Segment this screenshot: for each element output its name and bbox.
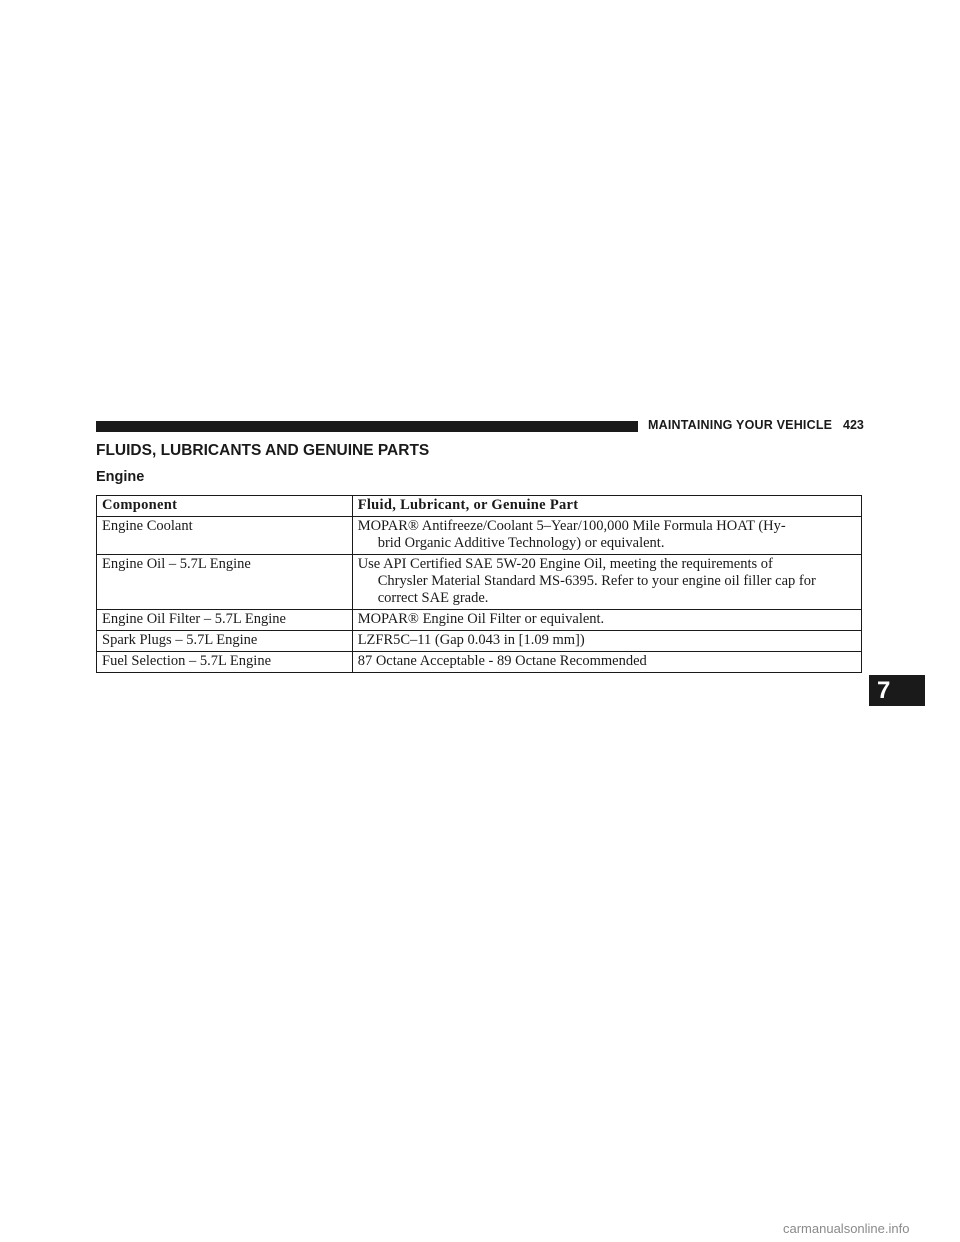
fluid-cell — [352, 652, 861, 673]
column-header-component: Component — [97, 496, 353, 517]
table-header-row — [97, 496, 862, 517]
fluid-line: brid Organic Additive Technology) or equivalent. — [377, 535, 665, 551]
table-row — [97, 631, 862, 652]
component-cell: Spark Plugs – 5.7L Engine — [97, 631, 353, 652]
component-cell: Engine Oil – 5.7L Engine — [97, 555, 353, 610]
component-cell: Fuel Selection – 5.7L Engine — [97, 652, 353, 673]
fluid-line: MOPAR® Engine Oil Filter or equivalent. — [357, 611, 605, 627]
chapter-tab: 7 — [869, 675, 925, 706]
table-row — [97, 555, 862, 610]
section-label: MAINTAINING YOUR VEHICLE — [648, 418, 833, 432]
fluid-cell — [352, 555, 861, 610]
page-title: FLUIDS, LUBRICANTS AND GENUINE PARTS — [96, 442, 430, 459]
fluid-line: Chrysler Material Standard MS-6395. Refer to your engine oil filler cap for — [377, 573, 816, 589]
fluids-table — [96, 495, 862, 673]
column-header-fluid: Fluid, Lubricant, or Genuine Part — [352, 496, 861, 517]
table-row — [97, 652, 862, 673]
fluid-line: 87 Octane Acceptable - 89 Octane Recommended — [357, 653, 647, 669]
fluid-line: LZFR5C–11 (Gap 0.043 in [1.09 mm]) — [357, 632, 585, 648]
subsection-title: Engine — [96, 469, 145, 485]
table-row — [97, 517, 862, 555]
page-number: 423 — [843, 418, 864, 432]
watermark-text: carmanualsonline.info — [783, 1221, 910, 1236]
fluid-cell — [352, 610, 861, 631]
component-cell: Engine Coolant — [97, 517, 353, 555]
fluid-line: MOPAR® Antifreeze/Coolant 5–Year/100,000 Mile Formula HOAT (Hy- — [357, 518, 786, 534]
fluid-line: correct SAE grade. — [377, 590, 489, 606]
fluid-line: Use API Certified SAE 5W-20 Engine Oil, meeting the requirements of — [357, 556, 773, 572]
fluid-cell — [352, 631, 861, 652]
table-row — [97, 610, 862, 631]
header-rule — [96, 421, 638, 432]
fluid-cell — [352, 517, 861, 555]
component-cell: Engine Oil Filter – 5.7L Engine — [97, 610, 353, 631]
